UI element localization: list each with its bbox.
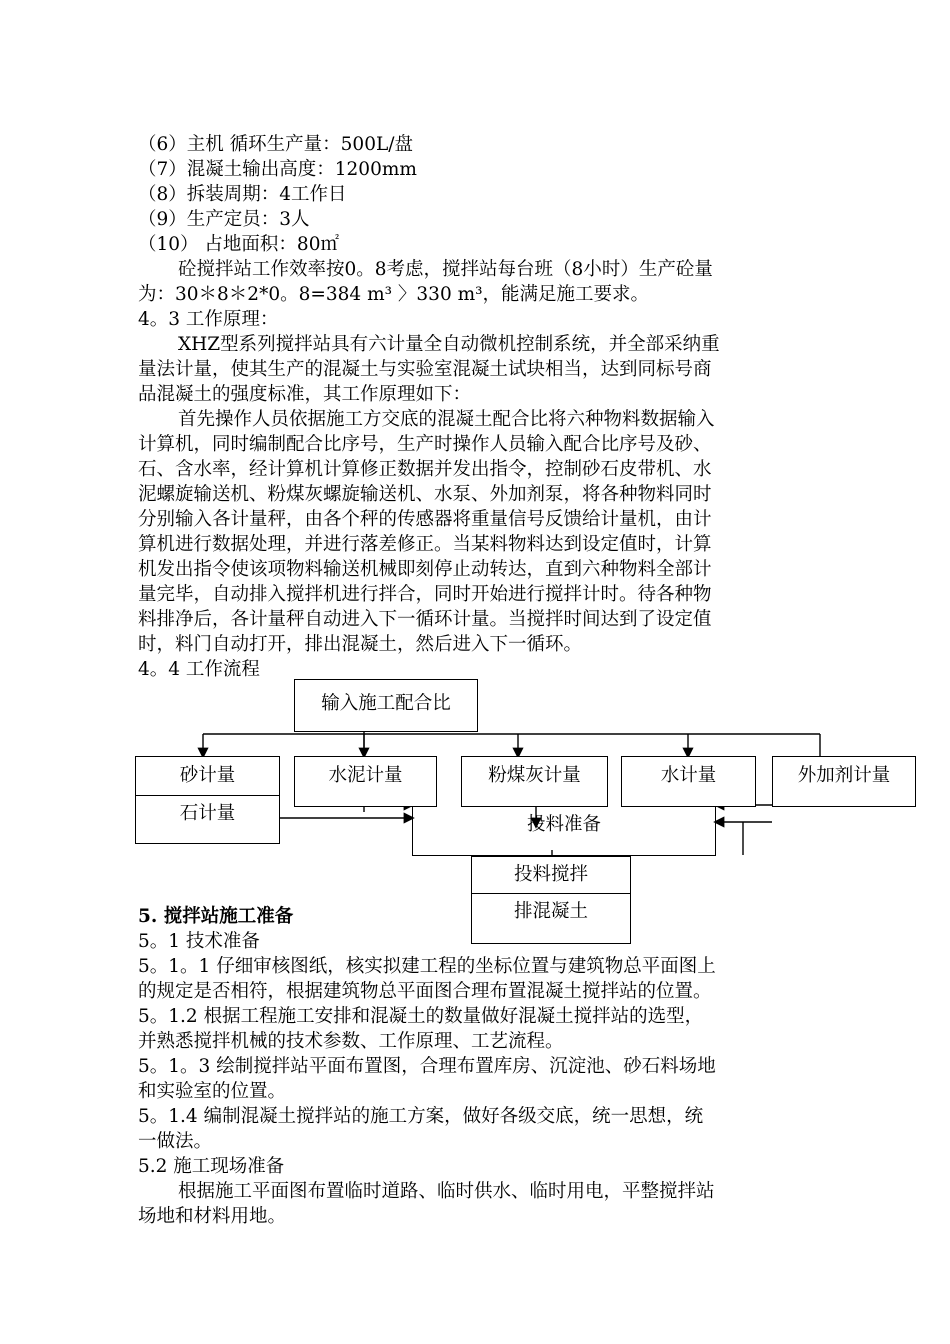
efficiency-paragraph-line: 为：30＊8＊2*0。8=384 m³ 〉330 m³，能满足施工要求。 (138, 284, 650, 305)
section-heading-5-2: 5.2 施工现场准备 (138, 1156, 285, 1177)
box-divider (472, 893, 630, 894)
flow-water-label: 水计量 (660, 765, 717, 786)
flow-flyash-label: 粉煤灰计量 (488, 765, 581, 786)
principle-paragraph-line: 泥螺旋输送机、粉煤灰螺旋输送机、水泵、外加剂泵，将各种物料同时 (138, 484, 712, 505)
flow-prep-box (412, 806, 716, 856)
flow-additive-box (772, 756, 916, 807)
principle-paragraph-line: 时，料门自动打开，排出混凝土，然后进入下一循环。 (138, 634, 583, 655)
principle-paragraph-line: 品混凝土的强度标准，其工作原理如下： (138, 384, 472, 405)
spec-line-7: （7）混凝土输出高度：1200mm (138, 159, 417, 180)
prep-item-line: 5。1。1 仔细审核图纸，核实拟建工程的坐标位置与建筑物总平面图上 (138, 956, 716, 977)
prep-item-line: 5。1.4 编制混凝土搅拌站的施工方案，做好各级交底，统一思想，统 (138, 1106, 704, 1127)
prep-item-line: 5。1.2 根据工程施工安排和混凝土的数量做好混凝土搅拌站的选型， (138, 1006, 704, 1027)
site-prep-paragraph-line: 根据施工平面图布置临时道路、临时供水、临时用电，平整搅拌站 (178, 1181, 715, 1202)
prep-item-line: 的规定是否相符，根据建筑物总平面图合理布置混凝土搅拌站的位置。 (138, 981, 712, 1002)
principle-paragraph-line: 首先操作人员依据施工方交底的混凝土配合比将六种物料数据输入 (178, 409, 715, 430)
flow-additive-label: 外加剂计量 (797, 765, 891, 786)
principle-paragraph-line: 计算机，同时编制配合比序号，生产时操作人员输入配合比序号及砂、 (138, 434, 712, 455)
flow-water-box (621, 756, 756, 807)
flow-mix-box (471, 856, 631, 944)
box-divider (136, 795, 279, 796)
principle-paragraph-line: 机发出指令使该项物料输送机械即刻停止动转达，直到六种物料全部计 (138, 559, 712, 580)
principle-paragraph-line: 分别输入各计量秤，由各个秤的传感器将重量信号反馈给计量机，由计 (138, 509, 712, 530)
flow-cement-box (294, 756, 437, 807)
flow-mix-label: 投料搅拌 (513, 864, 588, 885)
flow-prep-label: 投料准备 (526, 814, 601, 835)
spec-line-8: （8）拆装周期：4工作日 (138, 184, 347, 205)
flow-flyash-box (461, 756, 608, 807)
flow-input-box (294, 679, 478, 732)
section-heading-5-1: 5。1 技术准备 (138, 931, 260, 952)
section-heading-5: 5. 搅拌站施工准备 (138, 906, 294, 927)
prep-item-line: 一做法。 (138, 1131, 213, 1152)
prep-item-line: 5。1。3 绘制搅拌站平面布置图，合理布置库房、沉淀池、砂石料场地 (138, 1056, 716, 1077)
flow-cement-label: 水泥计量 (328, 765, 403, 786)
flow-sand-label: 砂计量 (179, 765, 236, 786)
principle-paragraph-line: 料排净后，各计量秤自动进入下一循环计量。当搅拌时间达到了设定值 (138, 609, 712, 630)
section-heading-4-4: 4。4 工作流程 (138, 659, 260, 680)
site-prep-paragraph-line: 场地和材料用地。 (138, 1206, 287, 1227)
spec-line-9: （9）生产定员：3人 (138, 209, 310, 230)
principle-paragraph-line: 量完毕，自动排入搅拌机进行拌合，同时开始进行搅拌计时。待各种物 (138, 584, 712, 605)
prep-item-line: 并熟悉搅拌机械的技术参数、工作原理、工艺流程。 (138, 1031, 564, 1052)
flow-stone-label: 石计量 (179, 803, 236, 824)
spec-line-10: （10） 占地面积：80㎡ (138, 234, 339, 255)
flow-input-label: 输入施工配合比 (321, 693, 451, 714)
efficiency-paragraph-line: 砼搅拌站工作效率按0。8考虑，搅拌站每台班（8小时）生产砼量 (178, 259, 713, 280)
principle-paragraph-line: 算机进行数据处理，并进行落差修正。当某料物料达到设定值时，计算 (138, 534, 712, 555)
spec-line-6: （6）主机 循环生产量：500L/盘 (138, 134, 413, 155)
flow-sand-stone-box (135, 756, 280, 844)
principle-paragraph-line: 量法计量，使其生产的混凝土与实验室混凝土试块相当，达到同标号商 (138, 359, 712, 380)
principle-paragraph-line: 石、含水率，经计算机计算修正数据并发出指令，控制砂石皮带机、水 (138, 459, 712, 480)
flow-discharge-label: 排混凝土 (513, 901, 588, 922)
section-heading-4-3: 4。3 工作原理： (138, 309, 279, 330)
principle-paragraph-line: XHZ型系列搅拌站具有六计量全自动微机控制系统，并全部采纳重 (178, 334, 720, 355)
prep-item-line: 和实验室的位置。 (138, 1081, 287, 1102)
